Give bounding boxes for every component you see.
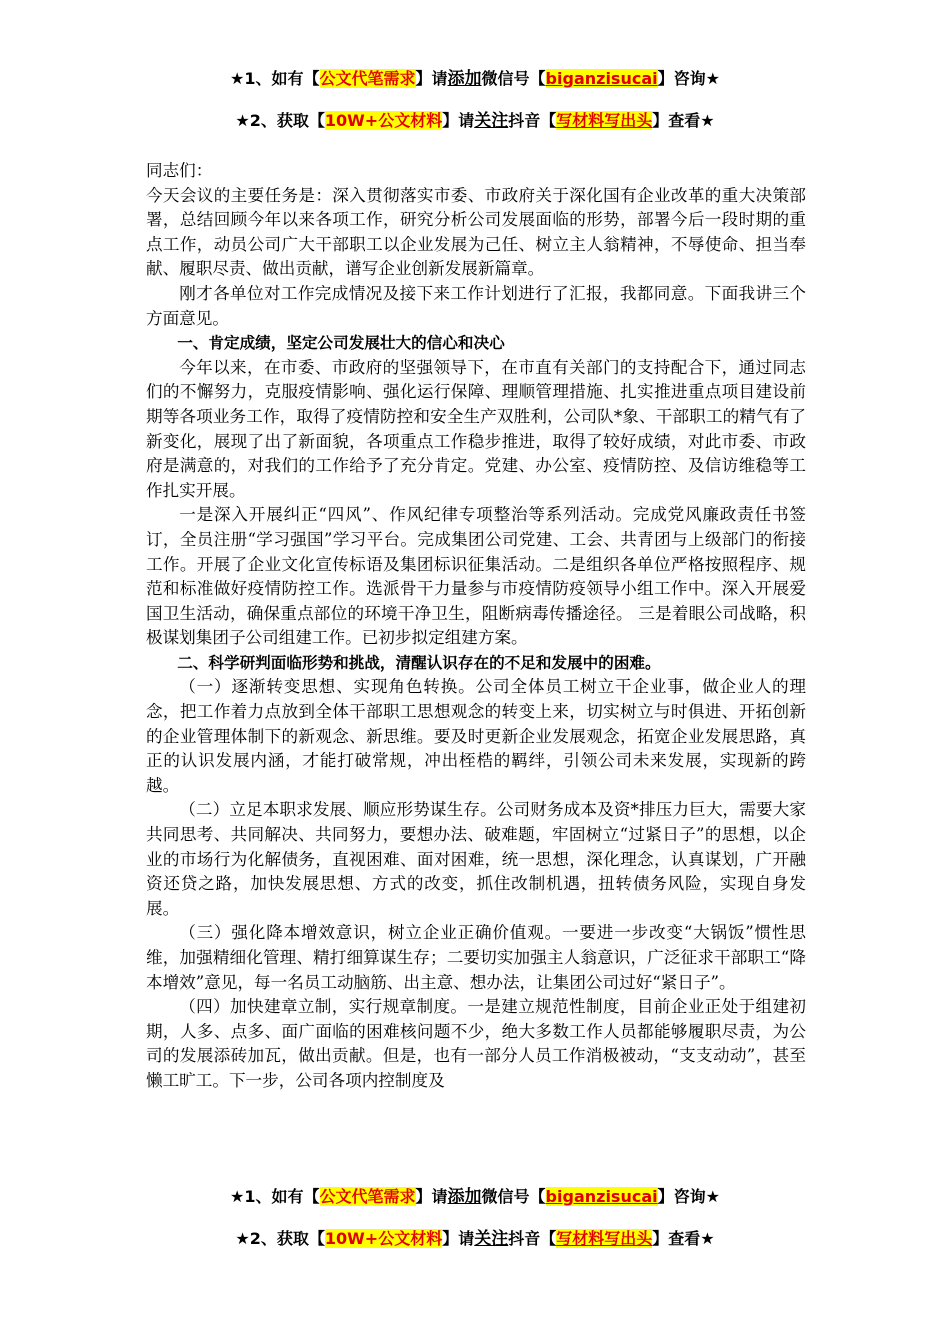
banner-underlined: 添加 xyxy=(447,1187,482,1207)
banner-highlight: 10W+公文材料 xyxy=(324,111,443,130)
banner-text: 】查看★ xyxy=(652,1229,715,1248)
promo-banner-top-1 xyxy=(0,68,950,90)
promo-banner-bottom-1 xyxy=(0,1186,950,1208)
douyin-account-link[interactable]: 写材料写出头 xyxy=(556,1229,653,1248)
banner-text: 】咨询★ xyxy=(657,69,720,88)
paragraph: 今年以来，在市委、市政府的坚强领导下，在市直有关部门的支持配合下，通过同志们的不懈努力，克服疫情影响、强化运行保障、理顺管理措施、扎实推进重点项目建设前期等各项业务工作，取得了疫情防控和安全生产双胜利，公司队*象、干部职工的精气有了新变化，展现了出了新面貌，各项重点工作稳步推进，取得了较好成绩，对此市委、市政府是满意的，对我们的工作给予了充分肯定。党建、办公室、疫情防控、及信访维稳等工作扎实开展。 xyxy=(146,357,806,500)
paragraph: （四）加快建章立制，实行规章制度。一是建立规范性制度，目前企业正处于组建初期，人多、点多、面广面临的困难核问题不少，绝大多数工作人员都能够履职尽责，为公司的发展添砖加瓦，做出贡献。但是，也有一部分人员工作消极被动，“支支动动”，甚至懒工旷工。下一步，公司各项内控制度及 xyxy=(146,997,806,1090)
banner-text: 抖音【 xyxy=(508,1229,557,1248)
paragraph: 今天会议的主要任务是：深入贯彻落实市委、市政府关于深化国有企业改革的重大决策部署，总结回顾今年以来各项工作，研究分析公司发展面临的形势，部署今后一段时期的重点工作，动员公司广大干部职工以企业发展为己任、树立主人翁精神，不辱使命、担当奉献、履职尽责、做出贡献，谱写企业创新发展新篇章。 xyxy=(146,185,806,279)
banner-text: 抖音【 xyxy=(508,111,557,130)
banner-highlight: 公文代笔需求 xyxy=(319,69,416,88)
banner-underlined: 添加 xyxy=(447,69,482,89)
douyin-account-link[interactable]: 写材料写出头 xyxy=(556,111,653,130)
banner-highlight: 10W+公文材料 xyxy=(324,1229,443,1248)
banner-highlight: 公文代笔需求 xyxy=(319,1187,416,1206)
banner-text: 】查看★ xyxy=(652,111,715,130)
banner-underlined: 关注 xyxy=(474,1229,509,1249)
banner-text: ★2、获取【 xyxy=(235,111,325,130)
section-heading-1: 一、肯定成绩，坚定公司发展壮大的信心和决心 xyxy=(177,334,505,353)
banner-text: 】请 xyxy=(415,69,448,88)
banner-text: 】请 xyxy=(415,1187,448,1206)
promo-banner-top-2 xyxy=(0,110,950,132)
paragraph: （三）强化降本增效意识，树立企业正确价值观。一要进一步改变“大锅饭”惯性思维，加强精细化管理、精打细算谋生存；二要切实加强主人翁意识，广泛征求干部职工“降本增效”意见，每一名员工动脑筋、出主意、想办法，让集团公司过好“紧日子”。 xyxy=(146,923,806,992)
document-body xyxy=(146,159,806,1094)
paragraph: （一）逐渐转变思想、实现角色转换。公司全体员工树立干企业事，做企业人的理念，把工作着力点放到全体干部职工思想观念的转变上来，切实树立与时俱进、开拓创新的企业管理体制下的新观念、新思维。要及时更新企业发展观念，拓宽企业发展思路，真正的认识发展内涵，才能打破常规，冲出桎梏的羁绊，引领公司未来发展，实现新的跨越。 xyxy=(146,677,806,795)
wechat-id-link[interactable]: biganzisucai xyxy=(545,1187,658,1206)
paragraph: （二）立足本职求发展、顺应形势谋生存。公司财务成本及资*排压力巨大，需要大家共同思考、共同解决、共同努力，要想办法、破难题，牢固树立“过紧日子”的思想，以企业的市场行为化解债务，直视困难、面对困难，统一思想，深化理念，认真谋划，广开融资还贷之路，加快发展思想、方式的改变，抓住改制机遇，扭转债务风险，实现自身发展。 xyxy=(146,800,806,918)
banner-text: ★1、如有【 xyxy=(230,69,320,88)
banner-text: 微信号【 xyxy=(481,1187,546,1206)
wechat-id-link[interactable]: biganzisucai xyxy=(545,69,658,88)
banner-text: 】请 xyxy=(442,111,475,130)
banner-text: 微信号【 xyxy=(481,69,546,88)
greeting: 同志们： xyxy=(146,161,213,180)
section-heading-2: 二、科学研判面临形势和挑战，清醒认识存在的不足和发展中的困难。 xyxy=(177,653,661,672)
paragraph: 刚才各单位对工作完成情况及接下来工作计划进行了汇报，我都同意。下面我讲三个方面意见。 xyxy=(146,283,806,328)
promo-banner-bottom-2 xyxy=(0,1228,950,1250)
banner-text: ★2、获取【 xyxy=(235,1229,325,1248)
banner-text: 】咨询★ xyxy=(657,1187,720,1206)
banner-underlined: 关注 xyxy=(474,111,509,131)
banner-text: 】请 xyxy=(442,1229,475,1248)
banner-text: ★1、如有【 xyxy=(230,1187,320,1206)
paragraph: 一是深入开展纠正“四风”、作风纪律专项整治等系列活动。完成党风廉政责任书签订，全员注册“学习强国”学习平台。完成集团公司党建、工会、共青团与上级部门的衔接工作。开展了企业文化宣传标语及集团标识征集活动。二是组织各单位严格按照程序、规范和标准做好疫情防控工作。选派骨干力量参与市疫情防疫领导小组工作中。深入开展爱国卫生活动，确保重点部位的环境干净卫生，阻断病毒传播途径。 三是着眼公司战略，积极谋划集团子公司组建工作。已初步拟定组建方案。 xyxy=(146,505,806,648)
